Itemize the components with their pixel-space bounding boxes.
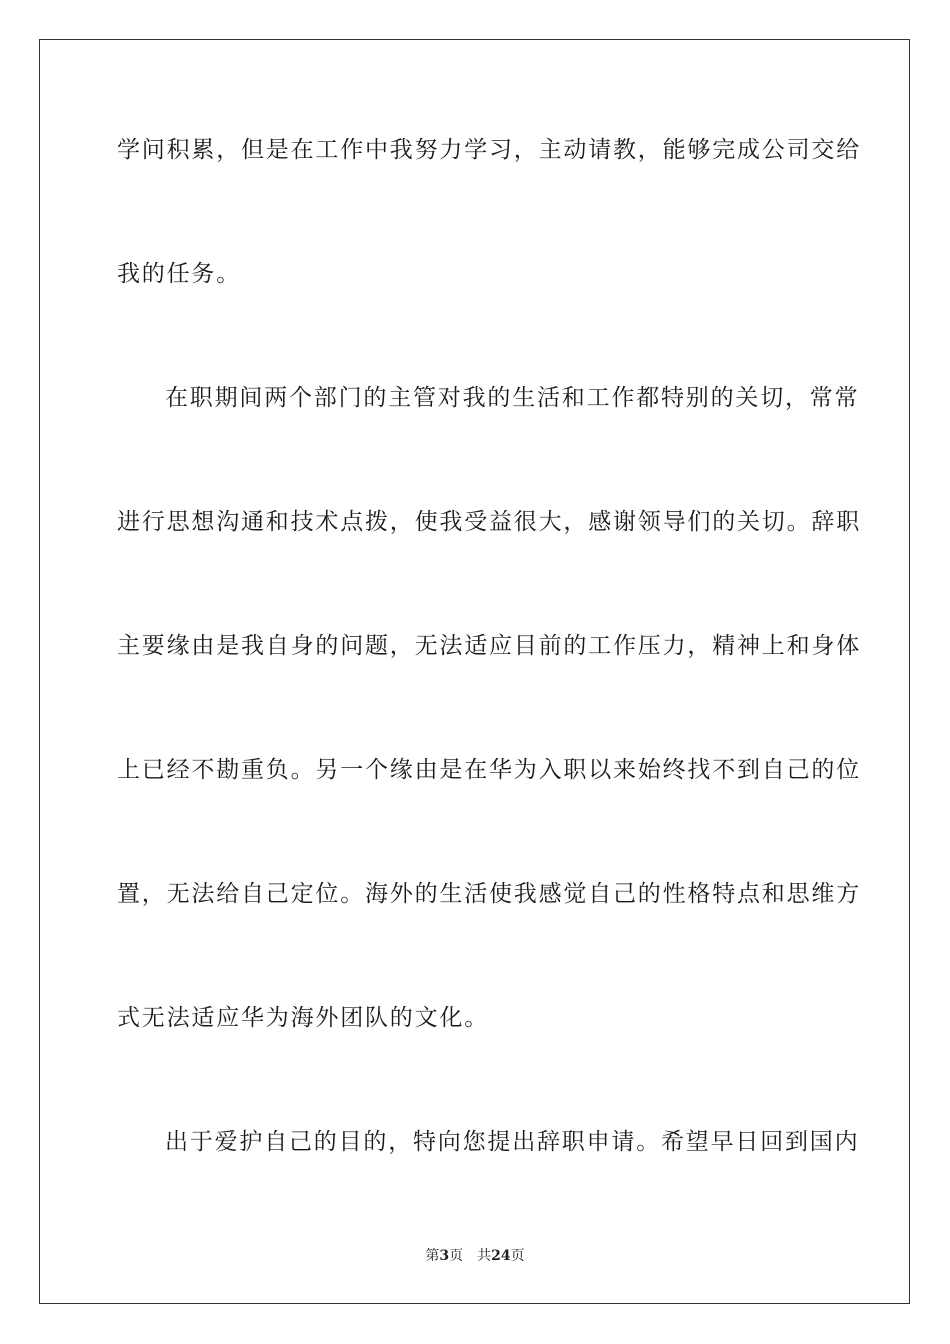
paragraph-line-1: 学问积累，但是在工作中我努力学习，主动请教，能够完成公司交给 [117,137,861,163]
total-prefix: 共 [477,1248,492,1264]
paragraph-line-6: 上已经不勘重负。另一个缘由是在华为入职以来始终找不到自己的位 [117,757,861,783]
page-prefix: 第 [425,1248,440,1264]
paragraph-line-7: 置，无法给自己定位。海外的生活使我感觉自己的性格特点和思维方 [117,881,861,907]
paragraph-line-8: 式无法适应华为海外团队的文化。 [117,1005,489,1031]
paragraph-line-5: 主要缘由是我自身的问题，无法适应目前的工作压力，精神上和身体 [117,633,861,659]
paragraph-line-9: 出于爱护自己的目的，特向您提出辞职申请。希望早日回到国内 [165,1129,860,1155]
page-border [39,39,910,1304]
total-pages: 24 [491,1248,511,1264]
page-number: 3 [439,1248,450,1264]
paragraph-line-3: 在职期间两个部门的主管对我的生活和工作都特别的关切，常常 [165,385,860,411]
paragraph-line-4: 进行思想沟通和技术点拨，使我受益很大，感谢领导们的关切。辞职 [117,509,861,535]
paragraph-line-2: 我的任务。 [117,261,241,287]
total-suffix: 页 [510,1248,525,1264]
page-suffix: 页 [449,1248,464,1264]
page-footer [0,1247,950,1265]
